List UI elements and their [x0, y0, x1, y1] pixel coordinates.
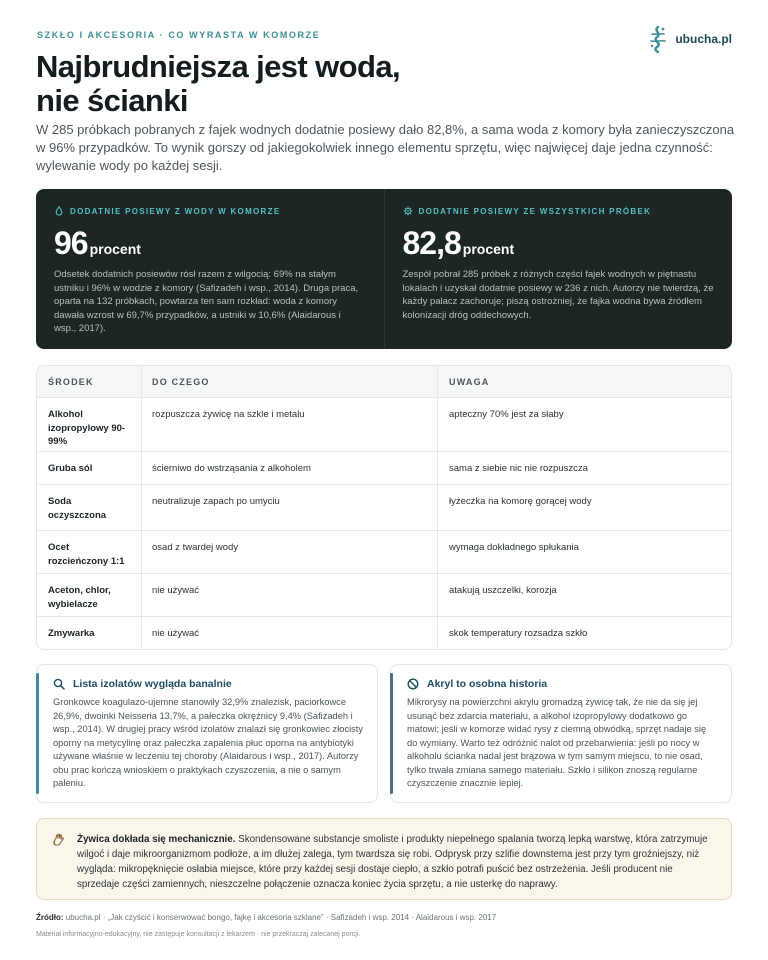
table-row	[37, 574, 731, 617]
table-row	[37, 398, 731, 452]
purpose-cell: nie używać	[142, 617, 438, 649]
brand-name: ubucha.pl	[675, 32, 732, 46]
stat-unit: procent	[89, 241, 141, 257]
warning-cell: atakują uszczelki, korozja	[449, 585, 557, 596]
warning-cell: łyżeczka na komorę gorącej wody	[449, 496, 592, 507]
acrylic-card	[390, 664, 732, 803]
breadcrumb: SZKŁO I AKCESORIA · CO WYRASTA W KOMORZE	[37, 30, 321, 40]
agent-cell: Gruba sól	[37, 452, 142, 484]
warning-cell: skok temperatury rozsadza szkło	[449, 628, 588, 639]
title-line-1: Najbrudniejsza jest woda,	[36, 49, 400, 84]
table-row	[37, 617, 731, 649]
source-label: Źródło:	[36, 913, 64, 922]
card-title: Akryl to osobna historia	[427, 678, 548, 690]
warning-cell: apteczny 70% jest za słaby	[449, 409, 564, 420]
cleaning-agents-table	[36, 365, 732, 650]
stat-label: DODATNIE POSIEWY ZE WSZYSTKICH PRÓBEK	[418, 206, 652, 216]
column-header-purpose: DO CZEGO	[142, 366, 438, 397]
note-text	[77, 832, 711, 892]
note-body: Skondensowane substancje smoliste i produkty niepełnego spalania tworzą lepką warstwę, która zatrzymuje wilgoć i daje mikroorganizmom podłoże, a im dłużej zalega, tym twardsza się robi. Odprysk przy szlifie downstema jest przy tym groźniejszy, niż wygląda: mikropęknięcie osłabia miejsce, które przy każdej sesji dostaje ciepło, a szkło potrafi puścić bez ostrzeżenia. Jeśli producent nie sprzedaje części zamiennych, nieszczelne połączenie oznacza koniec życia sprzętu, a nie usterkę do naprawy.	[77, 834, 708, 890]
gear-icon	[403, 206, 413, 216]
scrub-hand-icon	[52, 833, 66, 847]
agent-cell: Alkohol izopropylowy 90-99%	[37, 398, 142, 451]
source-text: ubucha.pl · „Jak czyścić i konserwować bongo, fajkę i akcesoria szklane” · Safizadeh i wsp. 2014 · Alaidarous i wsp. 2017	[63, 913, 497, 922]
table-row	[37, 531, 731, 574]
warning-cell: wymaga dokładnego spłukania	[449, 542, 579, 553]
stat-value: 82,8	[402, 225, 461, 261]
brand-logo[interactable]	[647, 25, 732, 53]
source-footer	[36, 913, 496, 922]
purpose-cell: osad z twardej wody	[142, 531, 438, 573]
purpose-cell: rozpuszcza żywicę na szkle i metalu	[142, 398, 438, 451]
warning-cell: sama z siebie nic nie rozpuszcza	[449, 463, 588, 474]
stat-description: Zespół pobrał 285 próbek z różnych części fajek wodnych w piętnastu lokalach i uzyskał dodatnie posiewy w 236 z nich. Autorzy nie twierdzą, że każdy palacz zachoruje; piszą ostrożniej, że fajka wodna bywa źródłem kolonizacji dróg oddechowych.	[402, 269, 714, 321]
table-row	[37, 485, 731, 531]
disclaimer: Materiał informacyjno-edukacyjny, nie zastępuje konsultacji z lekarzem · nie przekraczaj zalecanej porcji.	[36, 931, 361, 938]
note-lead: Żywica dokłada się mechanicznie.	[77, 834, 236, 845]
agent-cell: Soda oczyszczona	[37, 485, 142, 530]
stat-water	[36, 189, 384, 349]
lead-paragraph: W 285 próbkach pobranych z fajek wodnych dodatnie posiewy dało 82,8%, a sama woda z komory była zanieczyszczona w 96% przypadków. To wynik gorszy od jakiegokolwiek innego elementu sprzętu, więc najwięcej daje jedna czynność: wylewanie wody po każdej sesji.	[36, 122, 735, 173]
purpose-cell: nie używać	[142, 574, 438, 616]
stat-value: 96	[54, 225, 88, 261]
resin-note	[36, 818, 732, 900]
agent-cell: Ocet rozcieńczony 1:1	[37, 531, 142, 573]
agent-cell: Zmywarka	[37, 617, 142, 649]
table-header	[37, 366, 731, 398]
isolates-card	[36, 664, 378, 803]
column-header-warning: UWAGA	[449, 377, 490, 387]
kombucha-logo-icon	[647, 25, 669, 53]
agent-cell: Aceton, chlor, wybielacze	[37, 574, 142, 616]
stat-all-samples	[384, 189, 733, 349]
card-text: Gronkowce koagulazo-ujemne stanowiły 32,9% znalezisk, paciorkowce 26,9%, dwoinki Neisseria 13,7%, a pałeczka okrężnicy 9,4% (Safizadeh i wsp., 2014). W drugiej pracy wśród izolatów znalazł się gronkowiec złocisty oporny na metycylinę oraz pałeczka zapalenia płuc oporna na antybiotyki używane właśnie w leczeniu tej choroby (Alaidarous i wsp., 2017). Autorzy obu prac kończą wnioskiem o praktykach czyszczenia, a nie o samym paleniu.	[53, 697, 364, 788]
droplet-icon	[54, 206, 64, 216]
search-icon	[53, 678, 65, 690]
stat-description: Odsetek dodatnich posiewów rósł razem z wilgocią: 69% na stałym ustniku i 96% w wodzie z komory (Safizadeh i wsp., 2014). Druga praca, oparta na 132 próbkach, powtarza ten sam rozkład: woda z komory dawała wzrost w 69,7% przypadków, a ustniki w 10,6% (Alaidarous i wsp., 2017).	[54, 269, 359, 334]
title-line-2: nie ścianki	[36, 83, 188, 118]
prohibited-icon	[407, 678, 419, 690]
purpose-cell: neutralizuje zapach po umyciu	[142, 485, 438, 530]
purpose-cell: ścierniwo do wstrząsania z alkoholem	[142, 452, 438, 484]
card-text: Mikrorysy na powierzchni akrylu gromadzą żywicę tak, że nie da się jej usunąć bez zdarcia materiału, a alkohol izopropylowy dodatkowo go matowi; jeśli w komorze widać rysy z ciemną obwódką, sprzęt nadaje się do wymiany. Warto też odróżnić nalot od przebarwienia: jeśli po nocy w alkoholu ścianka nadal jest brązowa w tym samym miejscu, to nie osad, tylko trwała zmiana samego materiału. Szkło i silikon znoszą regularne czyszczenie znacznie lepiej.	[407, 697, 707, 788]
column-header-agent: ŚRODEK	[37, 366, 142, 397]
stats-panel	[36, 189, 732, 349]
page-title	[36, 50, 596, 118]
stat-label: DODATNIE POSIEWY Z WODY W KOMORZE	[70, 206, 281, 216]
card-title: Lista izolatów wygląda banalnie	[73, 678, 232, 690]
stat-unit: procent	[462, 241, 515, 257]
table-row	[37, 452, 731, 485]
